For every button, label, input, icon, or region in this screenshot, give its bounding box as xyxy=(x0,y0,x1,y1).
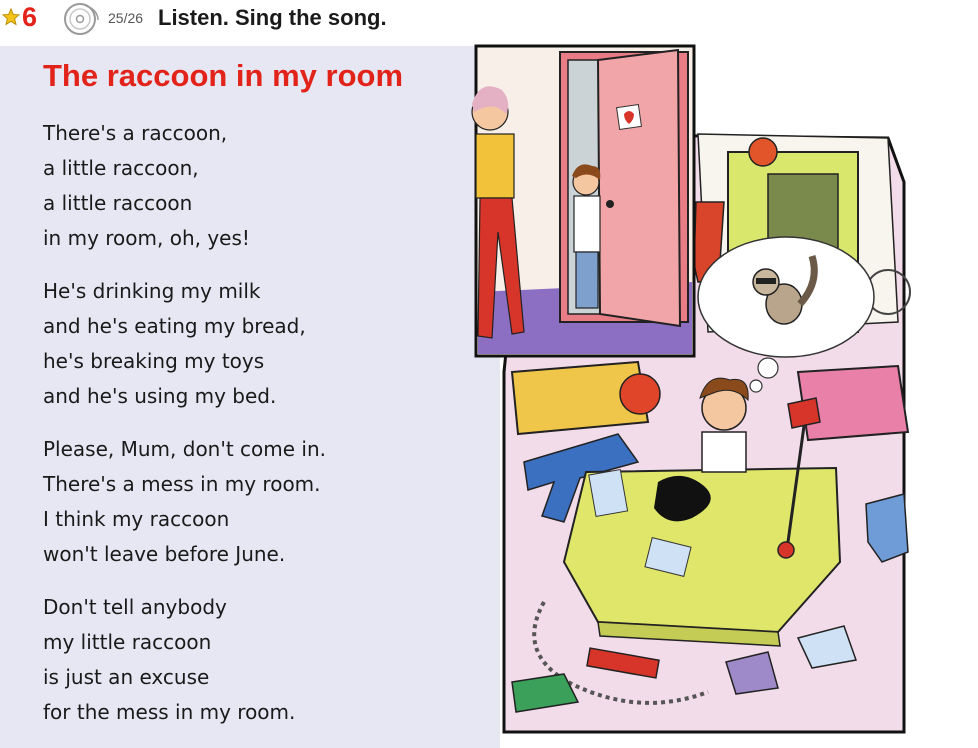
lyric-line: Don't tell anybody xyxy=(43,595,227,619)
lyric-line: a little raccoon, xyxy=(43,156,199,180)
lyric-line: and he's using my bed. xyxy=(43,384,277,408)
track-number: 25/26 xyxy=(108,10,144,26)
exercise-number: 6 xyxy=(22,2,38,32)
lyric-line: and he's eating my bread, xyxy=(43,314,306,338)
lyric-line: he's breaking my toys xyxy=(43,349,265,373)
door-scene-inset xyxy=(472,46,694,356)
lyric-line: for the mess in my room. xyxy=(43,700,296,724)
lyric-line: a little raccoon xyxy=(43,191,193,215)
apple-on-wardrobe xyxy=(749,138,777,166)
verse-2 xyxy=(43,274,306,414)
instruction-text: Listen. Sing the song. xyxy=(158,5,387,30)
lyric-line: I think my raccoon xyxy=(43,507,230,531)
lyric-line: There's a mess in my room. xyxy=(43,472,321,496)
lyric-line: in my room, oh, yes! xyxy=(43,226,250,250)
verse-4 xyxy=(43,590,295,730)
verse-1 xyxy=(43,116,250,256)
lyric-line: is just an excuse xyxy=(43,665,210,689)
lyric-line: my little raccoon xyxy=(43,630,212,654)
messy-room-illustration xyxy=(468,42,978,748)
lyric-line: He's drinking my milk xyxy=(43,279,261,303)
lyric-line: There's a raccoon, xyxy=(43,121,228,145)
star-icon xyxy=(2,8,20,26)
lyric-line: Please, Mum, don't come in. xyxy=(43,437,327,461)
song-title: The raccoon in my room xyxy=(43,58,404,93)
exercise-header xyxy=(0,0,978,40)
lyric-line: won't leave before June. xyxy=(43,542,286,566)
verse-3 xyxy=(43,432,326,572)
cd-audio-icon[interactable] xyxy=(60,2,104,36)
